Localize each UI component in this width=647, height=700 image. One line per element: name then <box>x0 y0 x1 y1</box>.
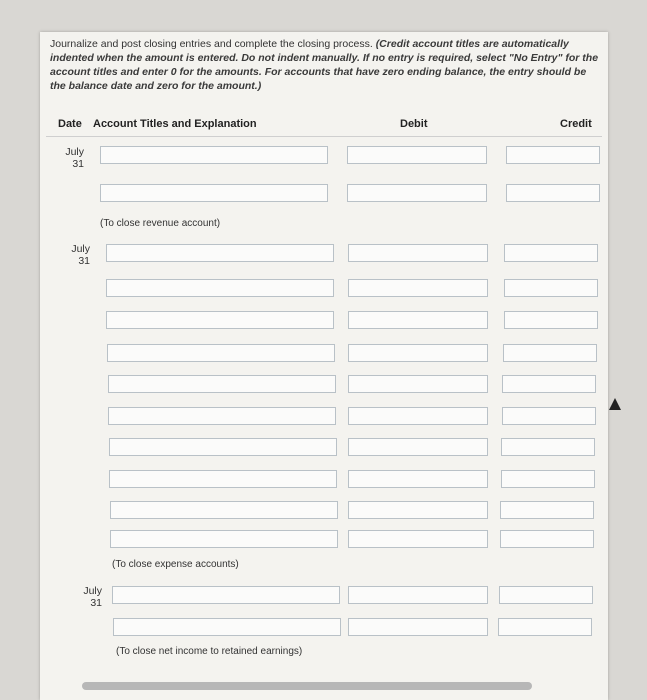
date-column-header: Date <box>58 118 82 130</box>
entry-1-credit-input-1[interactable] <box>506 146 600 164</box>
entry-2-debit-input-6[interactable] <box>348 407 488 425</box>
entry-3-month: July <box>83 585 102 597</box>
entry-2-account-input-3[interactable] <box>106 311 334 329</box>
entry-2-credit-input-9[interactable] <box>500 501 594 519</box>
entry-2-debit-input-7[interactable] <box>348 438 488 456</box>
entry-3-account-input-2[interactable] <box>113 618 341 636</box>
entry-1-date <box>50 146 84 170</box>
entry-2-debit-input-9[interactable] <box>348 501 488 519</box>
entry-2-credit-input-1[interactable] <box>504 244 598 262</box>
entry-2-month: July <box>71 243 90 255</box>
entry-1-credit-input-2[interactable] <box>506 184 600 202</box>
entry-1-debit-input-2[interactable] <box>347 184 487 202</box>
debit-column-header: Debit <box>400 118 428 130</box>
entry-2-account-input-4[interactable] <box>107 344 335 362</box>
mouse-cursor-icon <box>609 398 621 410</box>
entry-1-account-input-2[interactable] <box>100 184 328 202</box>
entry-2-credit-input-10[interactable] <box>500 530 594 548</box>
entry-3-credit-input-2[interactable] <box>498 618 592 636</box>
entry-2-debit-input-4[interactable] <box>348 344 488 362</box>
entry-2-credit-input-5[interactable] <box>502 375 596 393</box>
entry-3-day: 31 <box>90 597 102 609</box>
entry-2-credit-input-2[interactable] <box>504 279 598 297</box>
instructions-text: Journalize and post closing entries and complete the closing process. <box>50 38 376 50</box>
entry-2-account-input-8[interactable] <box>109 470 337 488</box>
entry-2-date <box>56 243 90 267</box>
entry-2-debit-input-8[interactable] <box>348 470 488 488</box>
entry-3-debit-input-1[interactable] <box>348 586 488 604</box>
entry-2-note: (To close expense accounts) <box>112 559 239 570</box>
entry-3-credit-input-1[interactable] <box>499 586 593 604</box>
entry-2-debit-input-3[interactable] <box>348 311 488 329</box>
entry-2-account-input-1[interactable] <box>106 244 334 262</box>
entry-1-account-input-1[interactable] <box>100 146 328 164</box>
entry-2-credit-input-4[interactable] <box>503 344 597 362</box>
entry-1-note: (To close revenue account) <box>100 218 221 229</box>
instructions-emphasis: (Credit account titles are automatically indented when the amount is entered. Do not indent manually. If no entry is required, select "No Entry" for the account titles and enter 0 for the amounts. For accounts that have zero ending balance, the entry should be the balance date and zero for the amount.) <box>50 38 599 92</box>
entry-2-debit-input-5[interactable] <box>348 375 488 393</box>
entry-3-debit-input-2[interactable] <box>348 618 488 636</box>
entry-1-debit-input-1[interactable] <box>347 146 487 164</box>
header-divider <box>46 136 602 137</box>
entry-2-debit-input-10[interactable] <box>348 530 488 548</box>
entry-2-account-input-6[interactable] <box>108 407 336 425</box>
entry-2-account-input-10[interactable] <box>110 530 338 548</box>
entry-2-credit-input-6[interactable] <box>502 407 596 425</box>
entry-2-account-input-2[interactable] <box>106 279 334 297</box>
journal-entry-form <box>40 32 608 700</box>
account-column-header: Account Titles and Explanation <box>93 118 257 130</box>
entry-1-month: July <box>65 146 84 158</box>
entry-3-date <box>68 585 102 609</box>
horizontal-scrollbar[interactable] <box>82 682 532 690</box>
entry-2-credit-input-8[interactable] <box>501 470 595 488</box>
entry-3-note: (To close net income to retained earnings) <box>116 646 303 657</box>
entry-2-debit-input-2[interactable] <box>348 279 488 297</box>
entry-2-day: 31 <box>78 255 90 267</box>
entry-2-account-input-5[interactable] <box>108 375 336 393</box>
entry-3-account-input-1[interactable] <box>112 586 340 604</box>
instructions <box>50 37 600 93</box>
entry-2-account-input-9[interactable] <box>110 501 338 519</box>
entry-2-debit-input-1[interactable] <box>348 244 488 262</box>
entry-2-credit-input-3[interactable] <box>504 311 598 329</box>
entry-2-credit-input-7[interactable] <box>501 438 595 456</box>
entry-1-day: 31 <box>72 158 84 170</box>
entry-2-account-input-7[interactable] <box>109 438 337 456</box>
credit-column-header: Credit <box>560 118 592 130</box>
